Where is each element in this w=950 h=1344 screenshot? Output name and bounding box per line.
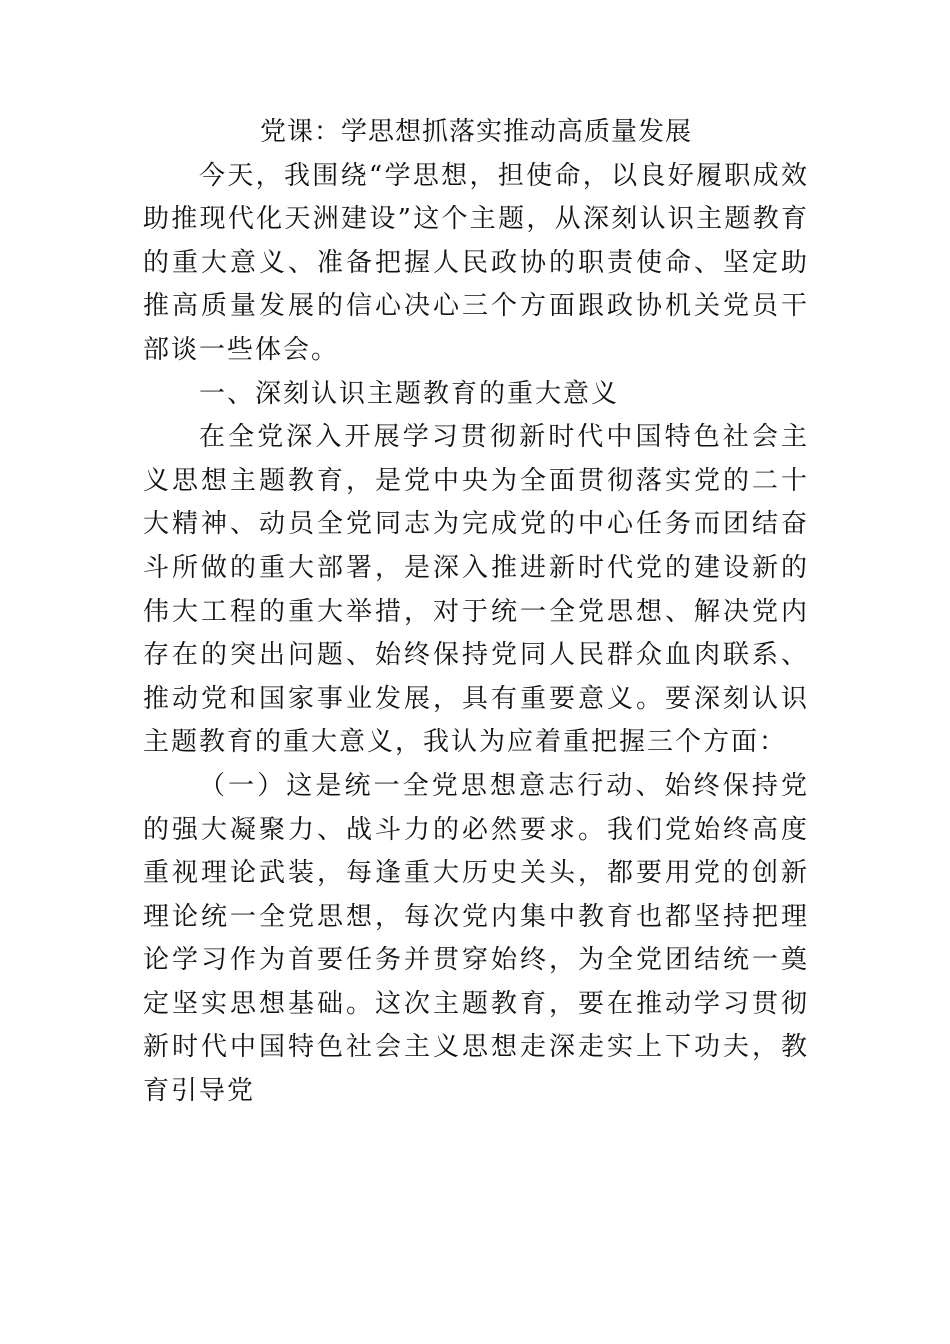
section-heading-1: 一、深刻认识主题教育的重大意义 — [199, 378, 620, 409]
intro-paragraph: 今天，我围绕“学思想，担使命，以良好履职成效助推现代化天洲建设”这个主题，从深刻认识主题教育的重大意义、准备把握人民政协的职责使命、坚定助推高质量发展的信心决心三个方面跟政协机关党员干部谈一些体会。 — [143, 160, 809, 365]
document-body — [143, 111, 809, 1114]
document-title: 党课：学思想抓落实推动高质量发展 — [259, 117, 692, 147]
subsection-1-paragraph: （一）这是统一全党思想意志行动、始终保持党的强大凝聚力、战斗力的必然要求。我们党始终高度重视理论武装，每逢重大历史关头，都要用党的创新理论统一全党思想，每次党内集中教育也都坚持把理论学习作为首要任务并贯穿始终，为全党团结统一奠定坚实思想基础。这次主题教育，要在推动学习贯彻新时代中国特色社会主义思想走深走实上下功夫，教育引导党 — [143, 770, 809, 1107]
section-1-paragraph: 在全党深入开展学习贯彻新时代中国特色社会主义思想主题教育，是党中央为全面贯彻落实党的二十大精神、动员全党同志为完成党的中心任务而团结奋斗所做的重大部署，是深入推进新时代党的建设新的伟大工程的重大举措，对于统一全党思想、解决党内存在的突出问题、始终保持党同人民群众血肉联系、推动党和国家事业发展，具有重要意义。要深刻认识主题教育的重大意义，我认为应着重把握三个方面： — [143, 422, 809, 758]
